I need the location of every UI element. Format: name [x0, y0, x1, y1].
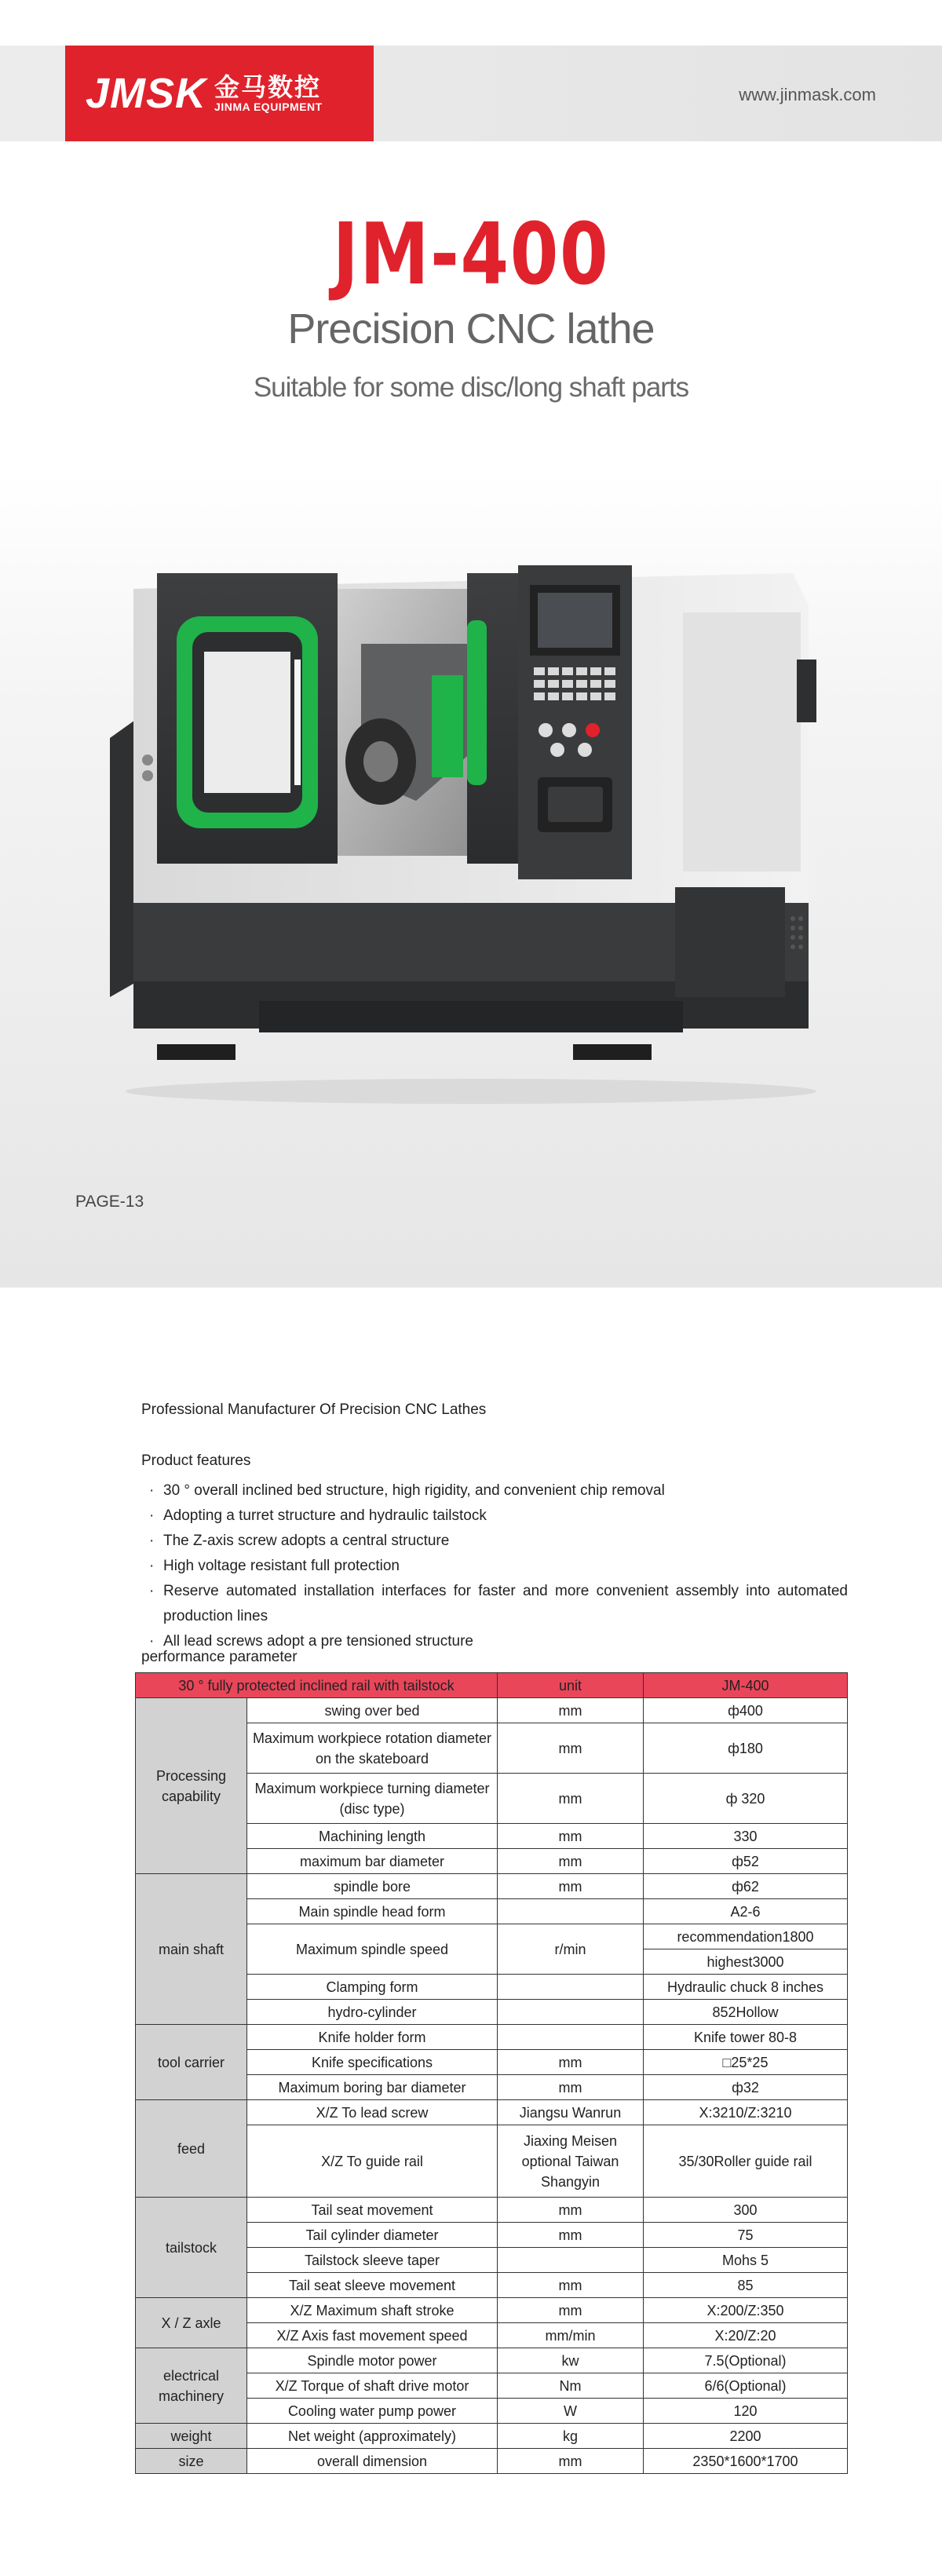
table-row — [136, 1698, 848, 1723]
item-cell: X/Z Maximum shaft stroke — [247, 2298, 498, 2323]
item-cell: X/Z Axis fast movement speed — [247, 2323, 498, 2348]
category-cell: size — [136, 2449, 247, 2474]
item-cell: Knife holder form — [247, 2025, 498, 2050]
value-cell: 852Hollow — [644, 2000, 848, 2025]
category-cell: electrical machinery — [136, 2348, 247, 2424]
item-cell: Tail seat movement — [247, 2198, 498, 2223]
unit-cell: W — [498, 2399, 644, 2424]
value-cell: 330 — [644, 1824, 848, 1849]
unit-cell: Jiaxing Meisen optional Taiwan Shangyin — [498, 2125, 644, 2198]
value-cell: X:20/Z:20 — [644, 2323, 848, 2348]
item-cell: Machining length — [247, 1824, 498, 1849]
item-cell: Knife specifications — [247, 2050, 498, 2075]
item-cell: Maximum workpiece rotation diameter on the skateboard — [247, 1723, 498, 1774]
unit-cell: r/min — [498, 1924, 644, 1975]
unit-cell — [498, 2248, 644, 2273]
product-subtitle: Precision CNC lathe — [287, 305, 655, 353]
table-row — [136, 2025, 848, 2050]
value-cell: X:3210/Z:3210 — [644, 2100, 848, 2125]
list-item: · 30 ° overall inclined bed structure, high rigidity, and convenient chip removal — [141, 1478, 848, 1504]
unit-cell: mm — [498, 1723, 644, 1774]
header-unit: unit — [498, 1673, 644, 1698]
value-cell: 85 — [644, 2273, 848, 2298]
features-list — [141, 1478, 848, 1654]
list-item: · Adopting a turret structure and hydraulic tailstock — [141, 1504, 848, 1529]
value-cell: 2200 — [644, 2424, 848, 2449]
category-cell: feed — [136, 2100, 247, 2198]
value-cell: 300 — [644, 2198, 848, 2223]
category-cell: tool carrier — [136, 2025, 247, 2100]
value-cell: □25*25 — [644, 2050, 848, 2075]
value-cell: 35/30Roller guide rail — [644, 2125, 848, 2198]
logo-english-name: JINMA EQUIPMENT — [214, 100, 323, 113]
unit-cell: mm — [498, 1849, 644, 1874]
logo-text — [214, 74, 323, 113]
features-heading: Product features — [141, 1452, 251, 1469]
table-header-row — [136, 1673, 848, 1698]
value-cell: 120 — [644, 2399, 848, 2424]
unit-cell: Nm — [498, 2373, 644, 2399]
item-cell: Clamping form — [247, 1975, 498, 2000]
table-row — [136, 2198, 848, 2223]
header-model: JM-400 — [644, 1673, 848, 1698]
item-cell: X/Z To guide rail — [247, 2125, 498, 2198]
value-cell: ф180 — [644, 1723, 848, 1774]
list-item: · High voltage resistant full protection — [141, 1554, 848, 1579]
item-cell: Net weight (approximately) — [247, 2424, 498, 2449]
item-cell: overall dimension — [247, 2449, 498, 2474]
logo-chinese-name: 金马数控 — [214, 73, 322, 101]
unit-cell: mm — [498, 2223, 644, 2248]
performance-heading: performance parameter — [141, 1649, 298, 1665]
company-statement: Professional Manufacturer Of Precision CNC Lathes — [141, 1401, 487, 1418]
item-cell: X/Z To lead screw — [247, 2100, 498, 2125]
unit-cell: kw — [498, 2348, 644, 2373]
unit-cell — [498, 2000, 644, 2025]
unit-cell — [498, 1975, 644, 2000]
category-cell: Processing capability — [136, 1698, 247, 1874]
item-cell: maximum bar diameter — [247, 1849, 498, 1874]
unit-cell — [498, 2025, 644, 2050]
category-cell: main shaft — [136, 1874, 247, 2025]
category-cell: tailstock — [136, 2198, 247, 2298]
page-number: PAGE-13 — [75, 1193, 144, 1211]
category-cell: X / Z axle — [136, 2298, 247, 2348]
item-cell: X/Z Torque of shaft drive motor — [247, 2373, 498, 2399]
item-cell: Spindle motor power — [247, 2348, 498, 2373]
unit-cell: mm — [498, 1698, 644, 1723]
unit-cell: mm — [498, 2075, 644, 2100]
unit-cell: mm — [498, 2273, 644, 2298]
table-row — [136, 2298, 848, 2323]
value-cell: 2350*1600*1700 — [644, 2449, 848, 2474]
unit-cell: Jiangsu Wanrun — [498, 2100, 644, 2125]
value-cell: ф62 — [644, 1874, 848, 1899]
item-cell: Main spindle head form — [247, 1899, 498, 1924]
value-cell: ф52 — [644, 1849, 848, 1874]
brand-logo — [65, 46, 374, 141]
item-cell: Tail cylinder diameter — [247, 2223, 498, 2248]
unit-cell — [498, 1899, 644, 1924]
model-title: JM-400 — [332, 206, 610, 304]
item-cell: spindle bore — [247, 1874, 498, 1899]
value-cell: 6/6(Optional) — [644, 2373, 848, 2399]
value-cell: X:200/Z:350 — [644, 2298, 848, 2323]
header-item: 30 ° fully protected inclined rail with tailstock — [136, 1673, 498, 1698]
unit-cell: mm — [498, 1874, 644, 1899]
item-cell: Maximum workpiece turning diameter (disc type) — [247, 1774, 498, 1824]
logo-mark: JMSK — [86, 70, 207, 117]
table-row — [136, 2348, 848, 2373]
unit-cell: mm — [498, 1774, 644, 1824]
product-tagline: Suitable for some disc/long shaft parts — [253, 372, 689, 403]
item-cell: Maximum spindle speed — [247, 1924, 498, 1975]
table-row — [136, 2424, 848, 2449]
table-row — [136, 1874, 848, 1899]
item-cell: hydro-cylinder — [247, 2000, 498, 2025]
unit-cell: kg — [498, 2424, 644, 2449]
table-row — [136, 2449, 848, 2474]
table-row — [136, 2100, 848, 2125]
category-cell: weight — [136, 2424, 247, 2449]
unit-cell: mm/min — [498, 2323, 644, 2348]
cnc-lathe-image — [102, 542, 840, 1107]
unit-cell: mm — [498, 2298, 644, 2323]
website-url: www.jinmask.com — [739, 85, 876, 104]
list-item: · The Z-axis screw adopts a central structure — [141, 1529, 848, 1554]
item-cell: Cooling water pump power — [247, 2399, 498, 2424]
spec-table — [135, 1672, 848, 2474]
value-cell: 7.5(Optional) — [644, 2348, 848, 2373]
unit-cell: mm — [498, 2050, 644, 2075]
unit-cell: mm — [498, 1824, 644, 1849]
value-cell: ф32 — [644, 2075, 848, 2100]
item-cell: Tail seat sleeve movement — [247, 2273, 498, 2298]
value-cell: A2-6 — [644, 1899, 848, 1924]
value-cell: highest3000 — [644, 1949, 848, 1975]
value-cell: ф 320 — [644, 1774, 848, 1824]
unit-cell: mm — [498, 2449, 644, 2474]
value-cell: 75 — [644, 2223, 848, 2248]
catalog-page-specs — [0, 1288, 942, 2576]
item-cell: Tailstock sleeve taper — [247, 2248, 498, 2273]
value-cell: recommendation1800 — [644, 1924, 848, 1949]
item-cell: swing over bed — [247, 1698, 498, 1723]
value-cell: Hydraulic chuck 8 inches — [644, 1975, 848, 2000]
value-cell: ф400 — [644, 1698, 848, 1723]
item-cell: Maximum boring bar diameter — [247, 2075, 498, 2100]
value-cell: Mohs 5 — [644, 2248, 848, 2273]
list-item: · Reserve automated installation interfaces for faster and more convenient assembly into automated production lines — [141, 1579, 848, 1629]
list-item: · All lead screws adopt a pre tensioned structure — [141, 1629, 848, 1654]
value-cell: Knife tower 80-8 — [644, 2025, 848, 2050]
unit-cell: mm — [498, 2198, 644, 2223]
